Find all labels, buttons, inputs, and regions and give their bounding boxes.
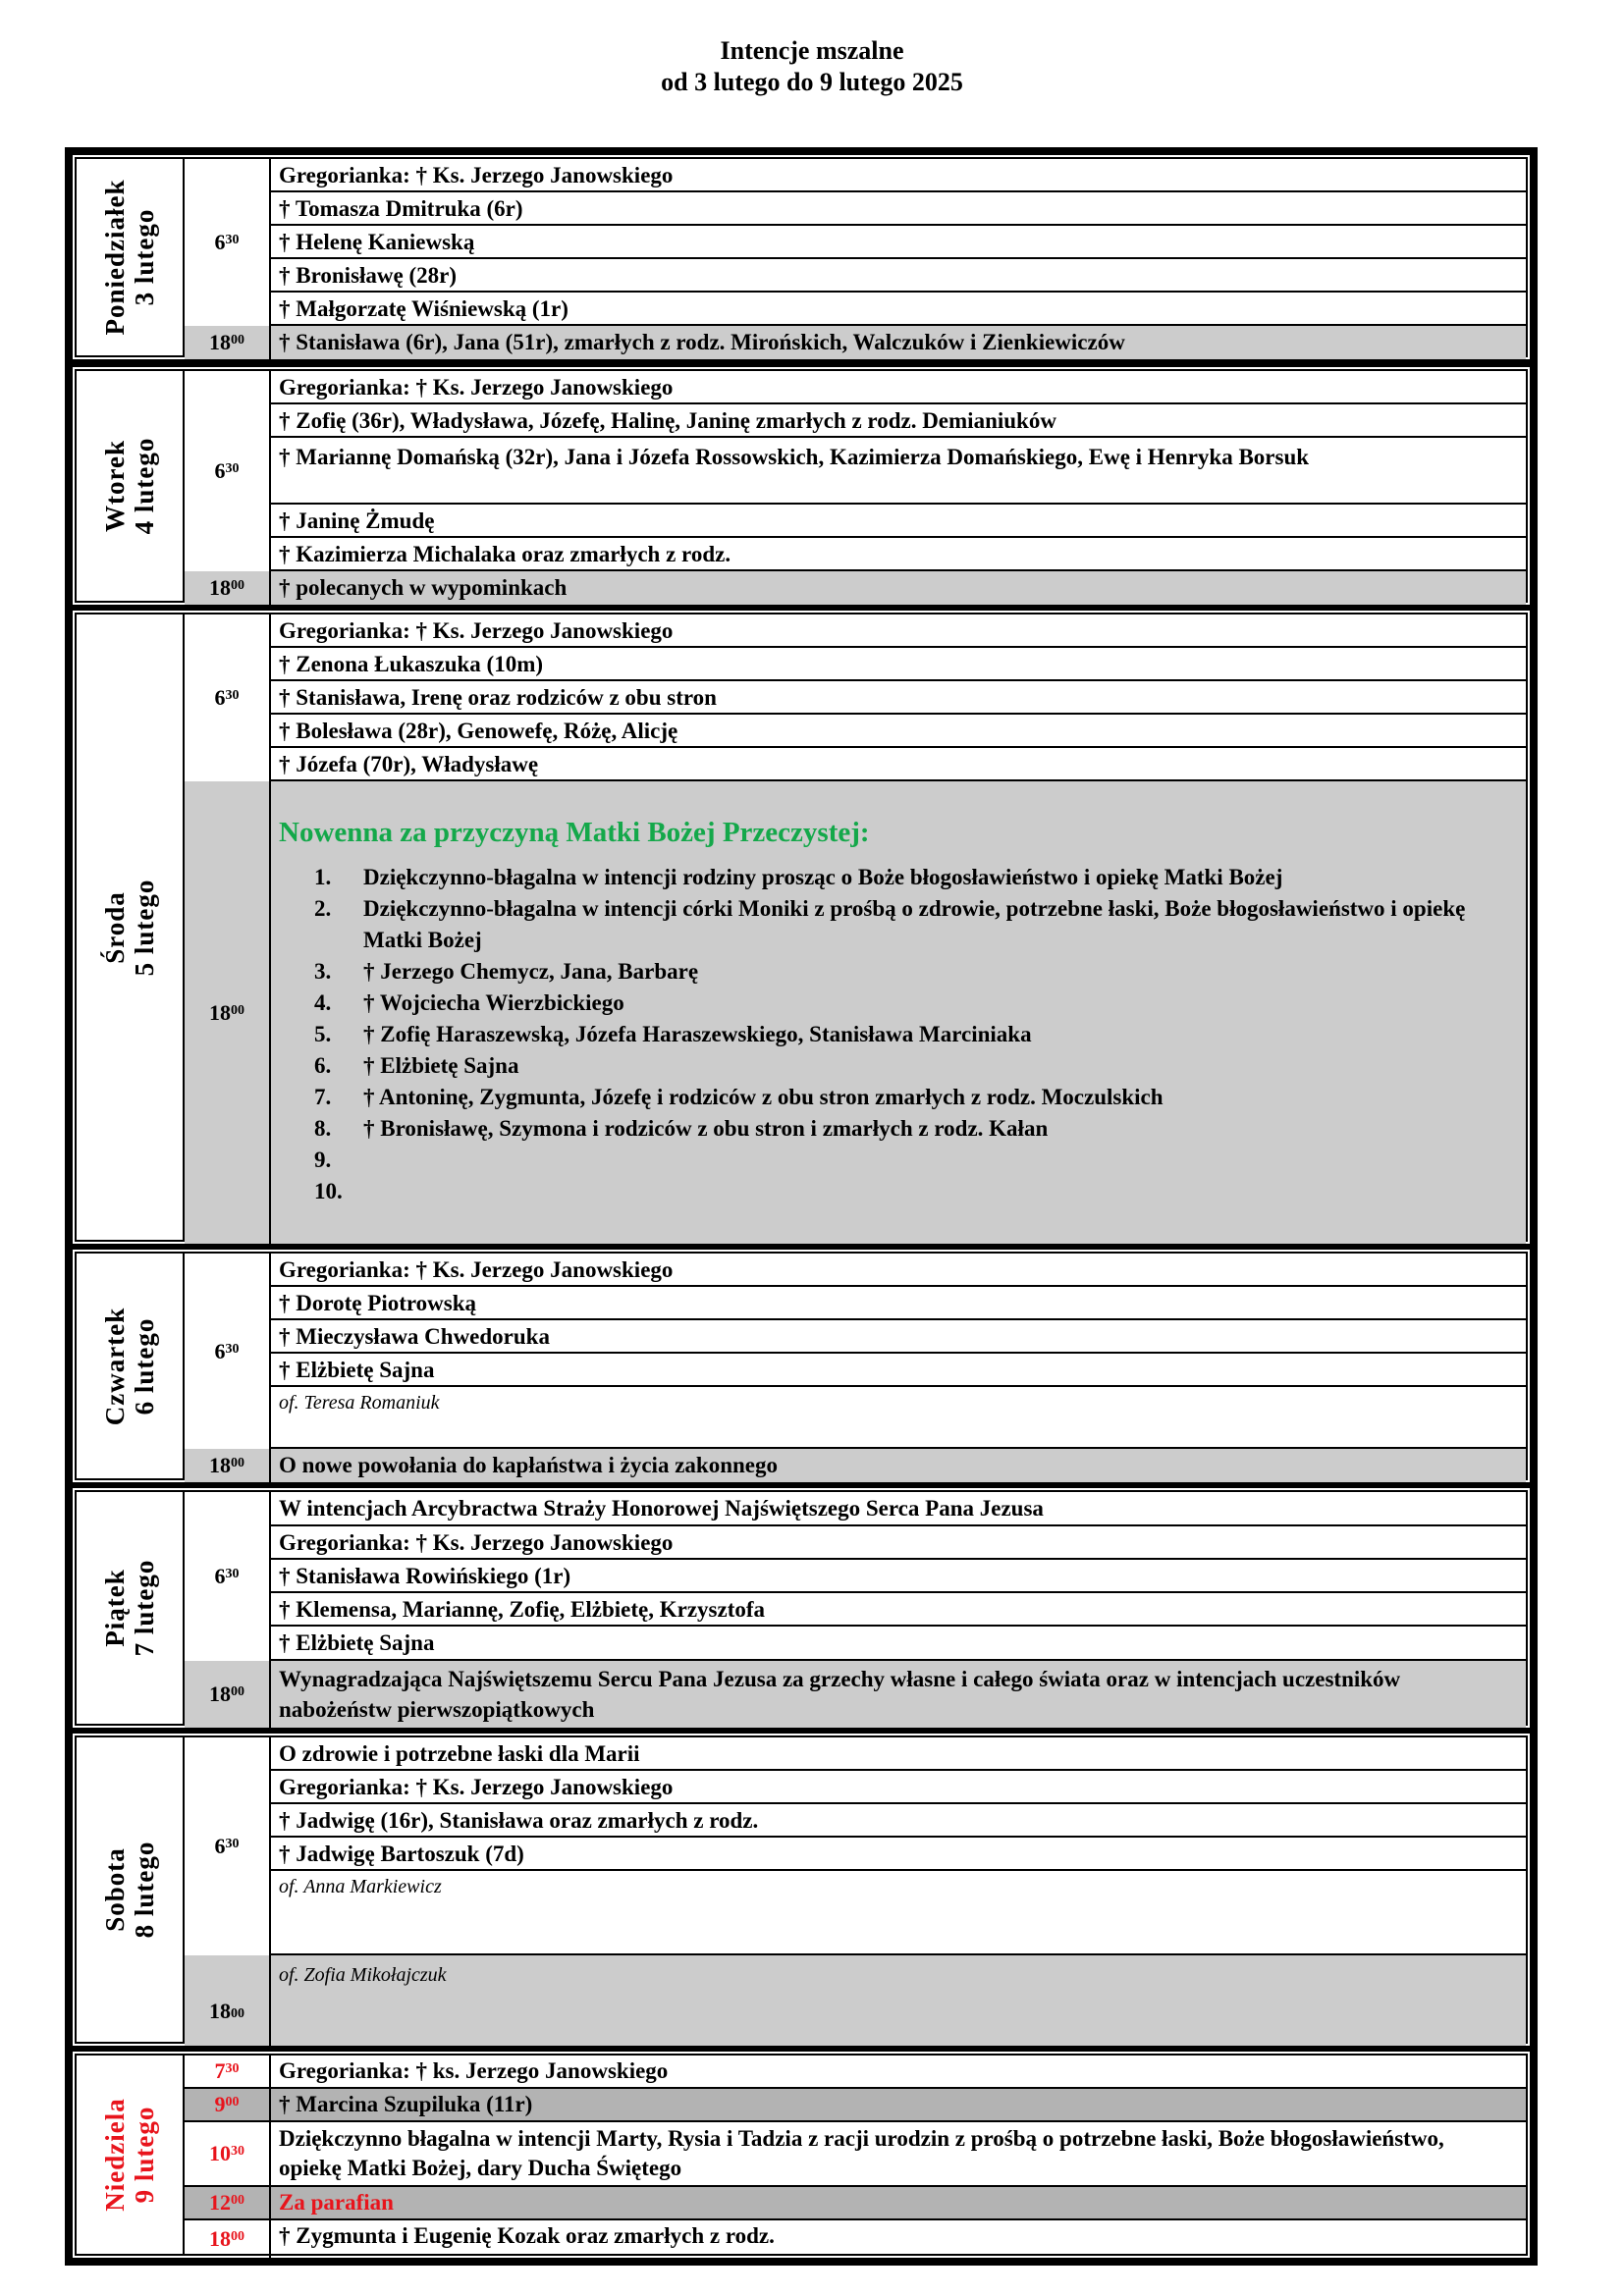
day-name: Czwartek (100, 1307, 130, 1425)
novena-item: 10. (314, 1179, 343, 1203)
day-date: 5 lutego (130, 879, 159, 976)
intention-row: Za parafian (279, 2190, 394, 2215)
novena-list (314, 862, 1516, 1207)
intention-row: † Dorotę Piotrowską (271, 1287, 1526, 1320)
mass-slot (185, 614, 1526, 781)
mass-time: 18 $^{00}$ (185, 1449, 271, 1482)
day-name: Piątek (100, 1569, 130, 1647)
novena-item: 3. † Jerzego Chemycz, Jana, Barbarę (314, 959, 699, 984)
novena-item: 5. † Zofię Haraszewską, Józefa Haraszewskiego, Stanisława Marciniaka (314, 1022, 1032, 1046)
intention-row: † Małgorzatę Wiśniewską (1r) (271, 293, 1526, 326)
mass-time: 6 $^{30}$ (185, 1492, 271, 1661)
mass-slot (185, 1449, 1526, 1482)
intention-row: † Stanisława Rowińskiego (1r) (271, 1560, 1526, 1593)
intention-row: Gregorianka: † Ks. Jerzego Janowskiego (271, 1254, 1526, 1287)
mass-slot (185, 2220, 1526, 2258)
mass-time: 18 $^{00}$ (185, 1661, 271, 1728)
mass-time: 18 $^{00}$ (185, 781, 271, 1244)
day-label-friday (77, 1492, 185, 1724)
day-label-wednesday (77, 614, 185, 1240)
mass-slot (185, 2089, 1526, 2122)
intention-row: † Bolesława (28r), Genowefę, Różę, Alicję (271, 715, 1526, 748)
intention-row: Dziękczynno błagalna w intencji Marty, Rysia i Tadzia z racji urodzin z prośbą o potrzebne łaski, Boże błogosławieństwo, opiekę Matki Bożej, dary Ducha Świętego (279, 2126, 1444, 2180)
mass-slot (185, 2056, 1526, 2089)
mass-slot (185, 1737, 1526, 1955)
novena-item: 2. Dziękczynno-błagalna w intencji córki Moniki z prośbą o zdrowie, potrzebne łaski, Boże błogosławieństwo i opiekę Matki Bożej (314, 896, 1466, 952)
intention-row: † Marcina Szupiluka (11r) (279, 2092, 533, 2116)
mass-slot (185, 571, 1526, 605)
day-name: Środa (100, 890, 130, 964)
mass-slot (185, 2122, 1526, 2187)
intention-row: Gregorianka: † Ks. Jerzego Janowskiego (271, 1771, 1526, 1804)
offering-note: of. Teresa Romaniuk (271, 1387, 1526, 1449)
intention-row: † Klemensa, Mariannę, Zofię, Elżbietę, Krzysztofa (271, 1593, 1526, 1627)
novena-title: Nowenna za przyczyną Matki Bożej Przeczystej: (279, 817, 870, 848)
day-name: Niedziela (100, 2098, 130, 2212)
offering-note: of. Zofia Mikołajczuk (279, 1964, 447, 1986)
novena-item: 9. (314, 1148, 332, 1172)
mass-time: 18 $^{00}$ (185, 326, 271, 359)
intention-row: † Mariannę Domańską (32r), Jana i Józefa Rossowskich, Kazimierza Domańskiego, Ewę i Henryka Borsuk (271, 438, 1526, 505)
day-block-monday (73, 155, 1530, 359)
mass-time: 6 $^{30}$ (185, 614, 271, 781)
intention-row: † Jadwigę (16r), Stanisława oraz zmarłych z rodz. (271, 1804, 1526, 1838)
intention-row: † Bronisławę (28r) (271, 259, 1526, 293)
day-block-thursday (73, 1250, 1530, 1482)
mass-time: 7 $^{30}$ (185, 2056, 271, 2087)
intention-row: Gregorianka: † Ks. Jerzego Janowskiego (271, 159, 1526, 192)
day-label-sunday (77, 2056, 185, 2254)
day-block-wednesday (73, 611, 1530, 1244)
mass-slot (185, 159, 1526, 326)
day-block-tuesday (73, 367, 1530, 605)
intention-row: O zdrowie i potrzebne łaski dla Marii (271, 1737, 1526, 1771)
intention-row: † Stanisława (6r), Jana (51r), zmarłych z rodz. Mirońskich, Walczuków i Zienkiewiczów (279, 330, 1125, 354)
day-name: Sobota (100, 1847, 130, 1932)
intention-row: † Zygmunta i Eugenię Kozak oraz zmarłych z rodz. (279, 2223, 775, 2248)
mass-time: 18 $^{00}$ (185, 2220, 271, 2258)
day-block-friday (73, 1488, 1530, 1728)
mass-slot (185, 1661, 1526, 1728)
intention-row: † Mieczysława Chwedoruka (271, 1320, 1526, 1354)
mass-time: 18 $^{00}$ (185, 1955, 271, 2046)
mass-time: 9 $^{00}$ (185, 2089, 271, 2120)
day-block-sunday (73, 2052, 1530, 2258)
mass-slot (185, 326, 1526, 359)
intention-row: W intencjach Arcybractwa Straży Honorowej Najświętszego Serca Pana Jezusa (271, 1492, 1526, 1526)
intention-row: † polecanych w wypominkach (279, 575, 568, 600)
offering-note: of. Anna Markiewicz (271, 1871, 1526, 1955)
mass-time: 6 $^{30}$ (185, 159, 271, 326)
intention-row: Gregorianka: † Ks. Jerzego Janowskiego (271, 614, 1526, 648)
intention-row: † Józefa (70r), Władysławę (271, 748, 1526, 781)
day-date: 7 lutego (130, 1559, 159, 1657)
mass-slot (185, 1955, 1526, 2046)
day-date: 4 lutego (130, 437, 159, 535)
mass-slot-novena (185, 781, 1526, 1244)
intention-row: † Janinę Żmudę (271, 505, 1526, 538)
day-label-saturday (77, 1737, 185, 2042)
intention-row: † Tomasza Dmitruka (6r) (271, 192, 1526, 226)
page-subtitle: od 3 lutego do 9 lutego 2025 (661, 68, 963, 96)
intention-row: † Kazimierza Michalaka oraz zmarłych z rodz. (271, 538, 1526, 571)
day-block-saturday (73, 1734, 1530, 2046)
mass-slot (185, 1492, 1526, 1661)
intention-row: Gregorianka: † ks. Jerzego Janowskiego (279, 2058, 669, 2083)
day-name: Wtorek (100, 440, 130, 532)
intention-row: † Jadwigę Bartoszuk (7d) (271, 1838, 1526, 1871)
intention-row: † Zenona Łukaszuka (10m) (271, 648, 1526, 681)
intention-row: † Elżbietę Sajna (271, 1354, 1526, 1387)
intention-row: † Helenę Kaniewską (271, 226, 1526, 259)
mass-time: 10 $^{30}$ (185, 2122, 271, 2185)
mass-slot (185, 1254, 1526, 1449)
novena-item: 8. † Bronisławę, Szymona i rodziców z obu stron i zmarłych z rodz. Kałan (314, 1116, 1049, 1141)
day-date: 9 lutego (130, 2106, 159, 2204)
mass-time: 6 $^{30}$ (185, 1254, 271, 1449)
novena-item: 4. † Wojciecha Wierzbickiego (314, 990, 624, 1015)
mass-slot (185, 2187, 1526, 2220)
intention-row: Wynagradzająca Najświętszemu Sercu Pana Jezusa za grzechy własne i całego świata oraz w intencjach uczestników nabożeństw pierwszopiątkowych (279, 1667, 1401, 1722)
intention-row: Gregorianka: † Ks. Jerzego Janowskiego (271, 1526, 1526, 1560)
day-label-thursday (77, 1254, 185, 1478)
mass-time: 18 $^{00}$ (185, 571, 271, 605)
intention-row: † Zofię (36r), Władysława, Józefę, Halinę, Janinę zmarłych z rodz. Demianiuków (271, 404, 1526, 438)
mass-slot (185, 371, 1526, 571)
day-name: Poniedziałek (100, 179, 130, 336)
mass-time: 6 $^{30}$ (185, 371, 271, 571)
intention-row: † Elżbietę Sajna (271, 1627, 1526, 1661)
mass-time: 12 $^{00}$ (185, 2187, 271, 2218)
day-date: 8 lutego (130, 1841, 159, 1939)
intention-row: † Stanisława, Irenę oraz rodziców z obu stron (271, 681, 1526, 715)
mass-time: 6 $^{30}$ (185, 1737, 271, 1955)
intention-row: O nowe powołania do kapłaństwa i życia zakonnego (279, 1453, 778, 1477)
day-label-tuesday (77, 371, 185, 601)
novena-item: 1. Dziękczynno-błagalna w intencji rodziny prosząc o Boże błogosławieństwo i opiekę Matki Bożej (314, 865, 1283, 889)
novena-item: 7. † Antoninę, Zygmunta, Józefę i rodziców z obu stron zmarłych z rodz. Moczulskich (314, 1085, 1164, 1109)
day-label-monday (77, 159, 185, 355)
day-date: 3 lutego (130, 208, 159, 306)
day-date: 6 lutego (130, 1317, 159, 1415)
page-title: Intencje mszalne (720, 36, 904, 65)
intention-row: Gregorianka: † Ks. Jerzego Janowskiego (271, 371, 1526, 404)
novena-item: 6. † Elżbietę Sajna (314, 1053, 519, 1078)
